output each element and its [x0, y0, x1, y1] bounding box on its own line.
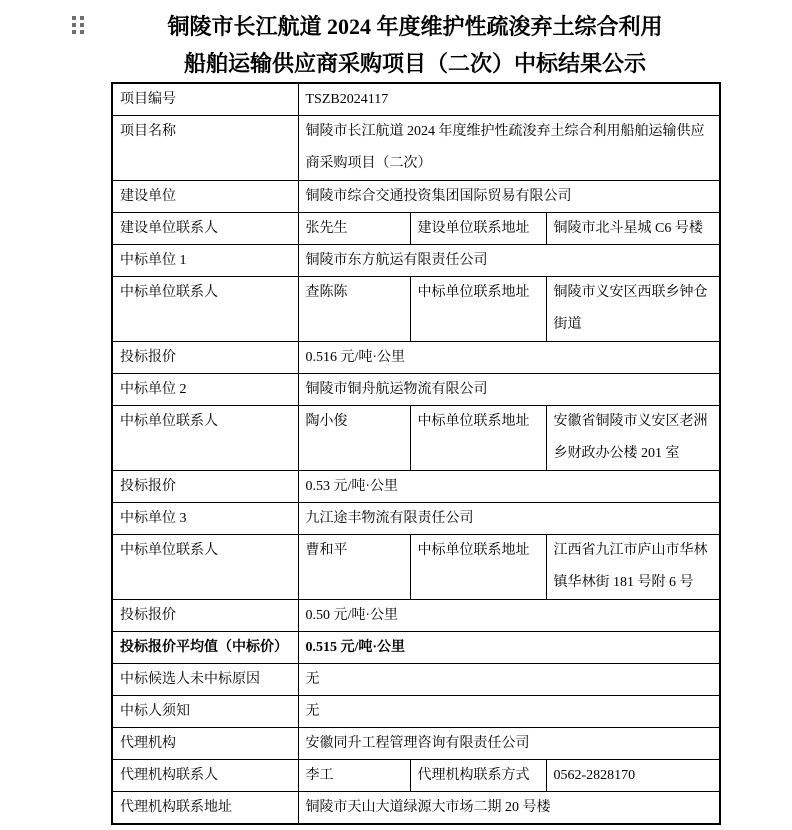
cell-label: 代理机构联系地址 [112, 792, 298, 825]
cell-value: 无 [298, 696, 720, 728]
row-winner-1 [112, 245, 720, 277]
row-winner-3-contact [112, 535, 720, 600]
cell-label: 中标单位联系地址 [410, 406, 546, 471]
cell-label: 项目名称 [112, 116, 298, 181]
cell-value: 曹和平 [298, 535, 410, 600]
row-construction-unit [112, 181, 720, 213]
cell-value: 0.53 元/吨·公里 [298, 471, 720, 503]
cell-label: 项目编号 [112, 83, 298, 116]
row-agency-address [112, 792, 720, 825]
cell-label: 中标单位联系地址 [410, 535, 546, 600]
cell-label: 中标单位联系人 [112, 535, 298, 600]
cell-label: 代理机构 [112, 728, 298, 760]
cell-value: 铜陵市综合交通投资集团国际贸易有限公司 [298, 181, 720, 213]
cell-label: 中标单位 2 [112, 374, 298, 406]
cell-label: 建设单位 [112, 181, 298, 213]
cell-value: 铜陵市北斗星城 C6 号楼 [546, 213, 720, 245]
cell-label: 建设单位联系人 [112, 213, 298, 245]
document-title [111, 8, 719, 82]
cell-value: 查陈陈 [298, 277, 410, 342]
cell-label: 中标单位 3 [112, 503, 298, 535]
document-page [0, 8, 792, 830]
drag-grip-icon[interactable] [72, 16, 84, 34]
row-average-price [112, 632, 720, 664]
row-winner-2 [112, 374, 720, 406]
cell-label: 投标报价 [112, 600, 298, 632]
cell-label: 代理机构联系方式 [410, 760, 546, 792]
row-agency-contact [112, 760, 720, 792]
cell-value: 铜陵市东方航运有限责任公司 [298, 245, 720, 277]
cell-label: 投标报价 [112, 471, 298, 503]
cell-value: TSZB2024117 [298, 83, 720, 116]
cell-label: 投标报价 [112, 342, 298, 374]
cell-value: 铜陵市天山大道绿源大市场二期 20 号楼 [298, 792, 720, 825]
row-construction-contact [112, 213, 720, 245]
cell-value: 铜陵市铜舟航运物流有限公司 [298, 374, 720, 406]
cell-value: 江西省九江市庐山市华林镇华林街 181 号附 6 号 [546, 535, 720, 600]
cell-value: 铜陵市义安区西联乡钟仓街道 [546, 277, 720, 342]
cell-value: 安徽省铜陵市义安区老洲乡财政办公楼 201 室 [546, 406, 720, 471]
row-winner-1-contact [112, 277, 720, 342]
title-line-2: 船舶运输供应商采购项目（二次）中标结果公示 [183, 51, 646, 76]
cell-value: 无 [298, 664, 720, 696]
cell-value: 李工 [298, 760, 410, 792]
row-candidate-reason [112, 664, 720, 696]
row-bid-price-1 [112, 342, 720, 374]
bid-result-table [111, 82, 721, 825]
cell-label: 建设单位联系地址 [410, 213, 546, 245]
cell-value: 九江途丰物流有限责任公司 [298, 503, 720, 535]
cell-label: 中标单位联系人 [112, 277, 298, 342]
cell-label: 中标单位联系地址 [410, 277, 546, 342]
cell-value: 0.515 元/吨·公里 [298, 632, 720, 664]
cell-label: 中标单位 1 [112, 245, 298, 277]
cell-value: 陶小俊 [298, 406, 410, 471]
cell-value: 张先生 [298, 213, 410, 245]
cell-label: 中标单位联系人 [112, 406, 298, 471]
cell-value: 铜陵市长江航道 2024 年度维护性疏浚弃土综合利用船舶运输供应商采购项目（二次） [298, 116, 720, 181]
row-winner-3 [112, 503, 720, 535]
cell-label: 中标候选人未中标原因 [112, 664, 298, 696]
row-bid-price-3 [112, 600, 720, 632]
row-agency [112, 728, 720, 760]
cell-value: 0.50 元/吨·公里 [298, 600, 720, 632]
row-project-number [112, 83, 720, 116]
cell-label: 代理机构联系人 [112, 760, 298, 792]
row-project-name [112, 116, 720, 181]
title-line-1: 铜陵市长江航道 2024 年度维护性疏浚弃土综合利用 [167, 14, 663, 39]
row-bid-price-2 [112, 471, 720, 503]
cell-value: 0.516 元/吨·公里 [298, 342, 720, 374]
cell-label: 中标人须知 [112, 696, 298, 728]
cell-value: 安徽同升工程管理咨询有限责任公司 [298, 728, 720, 760]
row-winner-notice [112, 696, 720, 728]
row-winner-2-contact [112, 406, 720, 471]
cell-value: 0562-2828170 [546, 760, 720, 792]
cell-label: 投标报价平均值（中标价） [112, 632, 298, 664]
